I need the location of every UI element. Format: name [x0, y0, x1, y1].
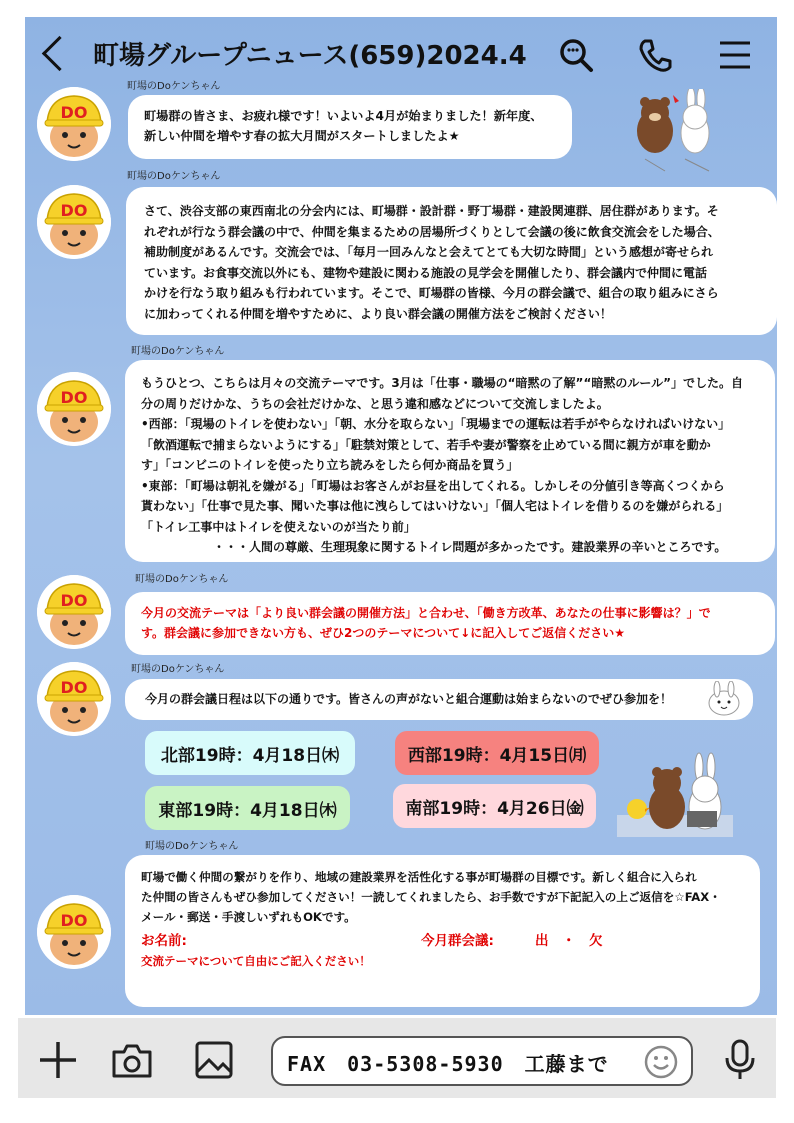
sender-name: 町場のDoケンちゃん — [145, 841, 239, 852]
message-line: 分の周りだけかな、うちの会社だけかな、と思う違和感などについて交流しましたよ。 — [141, 396, 609, 411]
avatar-text: DO — [60, 591, 88, 610]
menu-icon[interactable] — [717, 37, 753, 73]
message-line: 「飲酒運転で捕まらないようにする」「駐禁対策として、若手や妻が警察を止めている間に親方が車を動か — [141, 437, 711, 452]
avatar — [37, 575, 111, 649]
message-bubble — [125, 679, 753, 720]
sender-name: 町場のDoケンちゃん — [127, 81, 221, 92]
meeting-label: 今月群会議: — [421, 933, 494, 949]
message-input[interactable] — [271, 1036, 693, 1086]
sender-name: 町場のDoケンちゃん — [131, 346, 225, 357]
avatar — [37, 895, 111, 969]
message-line: す」「コンビニのトイレを使ったり立ち読みをしたら何か商品を買う」 — [141, 458, 519, 472]
attend-options[interactable]: 出 ・ 欠 — [535, 933, 603, 949]
message-line: ています。お食事交流以外にも、建物や建設に関わる施設の見学会を開催したり、群会議内で仲間に電話 — [144, 265, 708, 280]
bunny-emoji-sticker-icon — [705, 681, 743, 717]
schedule-west: 西部19時：4月15日㈪ — [395, 731, 599, 775]
message-line: かけを行なう取り組みも行われています。そこで、町場群の皆様、今月の群会議で、組合の取り組みにさら — [144, 286, 719, 300]
message-line: す。群会議に参加できない方も、ぜひ2つのテーマについて↓に記入してご返信ください★ — [141, 626, 625, 640]
message-line: •西部：「現場のトイレを使わない」「朝、水分を取らない」「現場までの運転は若手がやらなければいけない」 — [141, 417, 731, 431]
doken-avatar-icon — [37, 185, 111, 259]
message-bubble — [125, 855, 760, 1007]
schedule-east: 東部19時：4月18日㈭ — [145, 786, 350, 830]
bear-bunny-chick-sticker-icon — [615, 749, 735, 839]
message-line: 「トイレ工事中はトイレを使えないのが当たり前」 — [141, 519, 416, 534]
message-line: に加わってくれる仲間を増やすために、より良い群会議の開催方法をご検討ください！ — [144, 306, 612, 321]
message-line: メール・郵送・手渡しいずれもOKです。 — [141, 910, 356, 924]
message-line: もうひとつ、こちらは月々の交流テーマです。3月は「仕事・職場の“暗黙の了解”“暗黙のルール”」でした。自 — [141, 376, 743, 390]
input-bar — [18, 1018, 776, 1098]
schedule-north: 北部19時：4月18日㈭ — [145, 731, 355, 775]
camera-icon[interactable] — [110, 1038, 154, 1082]
avatar-text: DO — [60, 911, 88, 930]
doken-avatar-icon — [37, 575, 111, 649]
message-line: 町場で働く仲間の繋がりを作り、地域の建設業界を活性化する事が町場群の目標です。新しく組合に入られ — [141, 870, 697, 884]
phone-icon[interactable] — [637, 37, 673, 73]
chat-screen — [25, 17, 777, 1015]
avatar — [37, 372, 111, 446]
avatar — [37, 87, 111, 161]
emoji-icon[interactable] — [643, 1044, 679, 1080]
sender-name: 町場のDoケンちゃん — [127, 171, 221, 182]
message-bubble — [128, 95, 572, 159]
back-icon[interactable] — [42, 36, 77, 71]
image-icon[interactable] — [192, 1038, 236, 1082]
avatar-text: DO — [60, 678, 88, 697]
name-label: お名前: — [141, 933, 187, 949]
message-line: 町場群の皆さま、お疲れ様です！いよいよ4月が始まりました！新年度、 — [144, 109, 543, 123]
doken-avatar-icon — [37, 895, 111, 969]
avatar-text: DO — [60, 103, 88, 122]
message-bubble — [125, 592, 775, 655]
message-bubble — [126, 187, 777, 335]
search-icon[interactable] — [558, 37, 594, 73]
plus-icon[interactable] — [36, 1038, 80, 1082]
mic-icon[interactable] — [718, 1038, 762, 1082]
avatar — [37, 662, 111, 736]
message-input-value: FAX 03-5308-5930 工藤まで — [287, 1052, 609, 1076]
sender-name: 町場のDoケンちゃん — [131, 664, 225, 675]
message-line: •東部：「町場は朝礼を嫌がる」「町場はお客さんがお昼を出してくれる。しかしその分値引き等高くつくから — [141, 478, 725, 493]
message-line: 新しい仲間を増やす春の拡大月間がスタートしましたよ★ — [144, 129, 460, 143]
avatar-text: DO — [60, 201, 88, 220]
free-text-prompt: 交流テーマについて自由にご記入ください！ — [141, 954, 371, 968]
message-bubble — [125, 360, 775, 562]
reply-fields — [141, 931, 744, 951]
message-line: 今月の群会議日程は以下の通りです。皆さんの声がないと組合運動は始まらないのでぜひ参加を！ — [145, 692, 673, 706]
avatar-text: DO — [60, 388, 88, 407]
message-line: 補助制度があるんです。交流会では、「毎月一回みんなと会えてとても大切な時間」という感想が寄せられ — [144, 245, 714, 259]
avatar — [37, 185, 111, 259]
sender-name: 町場のDoケンちゃん — [135, 574, 229, 585]
message-line: ・・・人間の尊厳、生理現象に関するトイレ問題が多かったです。建設業界の辛いところです。 — [141, 540, 727, 554]
chat-title: 町場グループニュース(659)2024.4 — [93, 41, 527, 71]
message-line: 貰わない」「仕事で見た事、聞いた事は他に洩らしてはいけない」「個人宅はトイレを借りるのを嫌がられる」 — [141, 499, 729, 513]
bear-bunny-sticker-icon — [625, 89, 725, 179]
message-line: さて、渋谷支部の東西南北の分会内には、町場群・設計群・野丁場群・建設関連群、居住群があります。そ — [144, 204, 719, 218]
doken-avatar-icon — [37, 372, 111, 446]
message-line: れぞれが行なう群会議の中で、仲間を集まるための居場所づくりとして会議の後に飲食交流会をした場合、 — [144, 224, 720, 239]
message-line: た仲間の皆さんもぜひ参加してください！一読してくれましたら、お手数ですが下記記入の上ご返信を☆FAX・ — [141, 890, 721, 904]
message-line: 今月の交流テーマは「より良い群会議の開催方法」と合わせ、「働き方改革、あなたの仕事に影響は？」で — [141, 606, 711, 620]
doken-avatar-icon — [37, 87, 111, 161]
schedule-south: 南部19時：4月26日㈮ — [393, 784, 596, 828]
doken-avatar-icon — [37, 662, 111, 736]
